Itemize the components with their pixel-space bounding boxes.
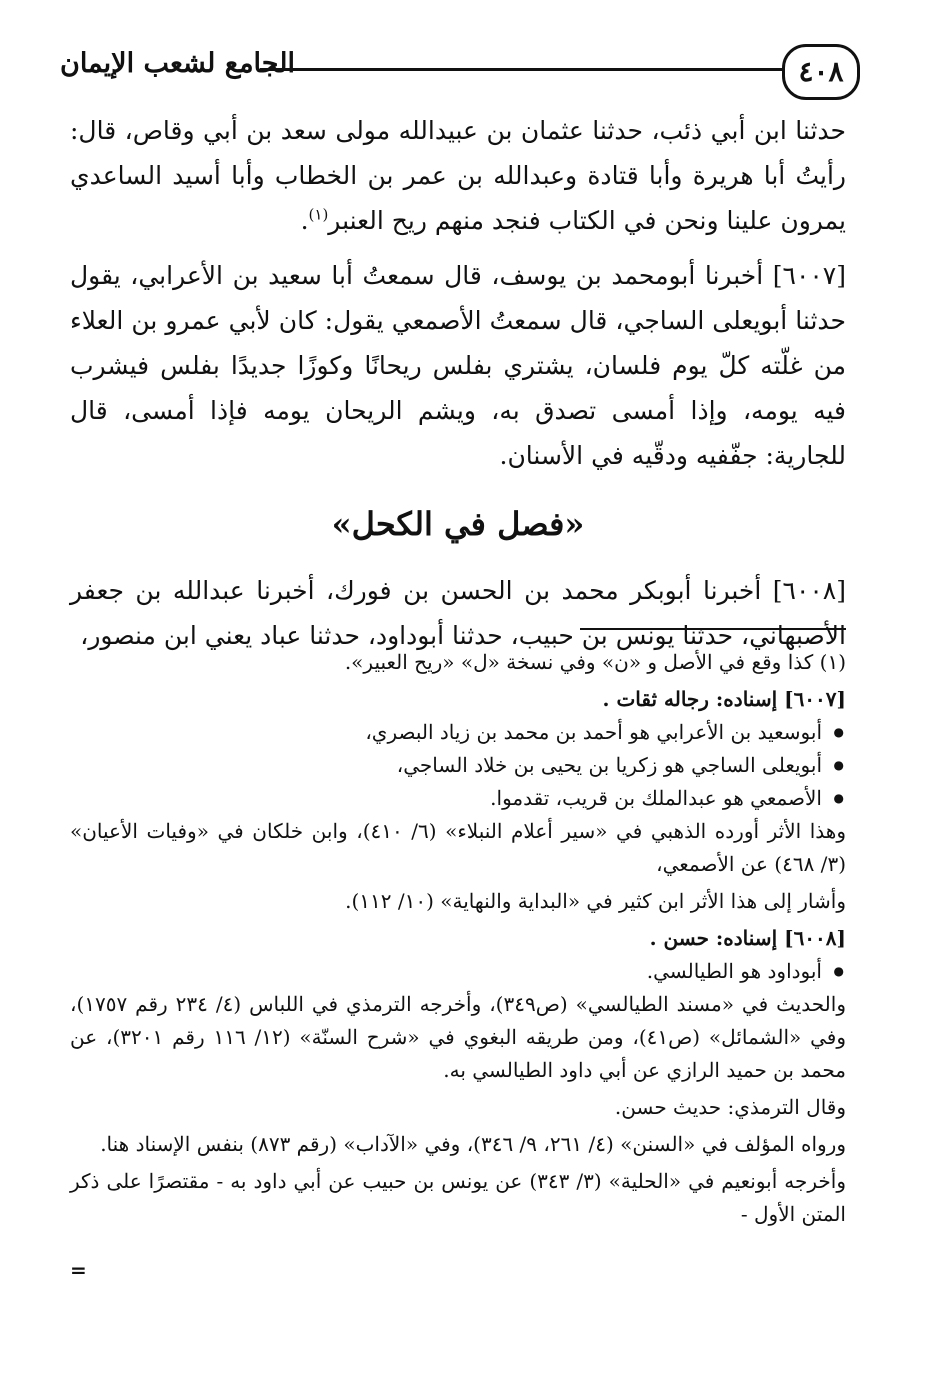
page-header [60,40,860,102]
paragraph-1-end: . [300,206,309,235]
footnote-6008-text-2: وقال الترمذي: حديث حسن. [614,1095,846,1119]
paragraph-1 [70,108,846,243]
footnote-1: (١) كذا وقع في الأصل و «ن» وفي نسخة «ل» «ريح العبير». [344,650,846,674]
footnote-reference-1: (١) [308,205,329,224]
footnotes [70,646,846,1231]
footnote-6008-text-4: وأخرجه أبونعيم في «الحلية» (٣/ ٣٤٣) عن يونس بن حبيب عن أبي داود به - مقتصرًا على ذكر المتن الأول - [70,1169,846,1226]
page-number: ٤٠٨ [782,44,860,100]
footnote-6007-text-2: وأشار إلى هذا الأثر ابن كثير في «البداية والنهاية» (١٠/ ١١٢). [345,889,846,913]
footnote-6007-text-1: وهذا الأثر أورده الذهبي في «سير أعلام النبلاء» (٦/ ٤١٠)، وابن خلكان في «وفيات الأعيان» (٣/ ٤٦٨) عن الأصمعي، [70,819,846,876]
footnote-6007-heading: [٦٠٠٧] إسناده: رجاله ثقات . [602,687,846,711]
continuation-mark: = [70,1258,87,1282]
footnote-6008-bullet-1: ● أبوداود هو الطيالسي. [70,955,846,988]
main-text [70,108,846,668]
footnote-6008-text-3: ورواه المؤلف في «السنن» (٤/ ٢٦١، ٩/ ٣٤٦)، وفي «الآداب» (رقم ٨٧٣) بنفس الإسناد هنا. [100,1132,846,1156]
hadith-6008: [٦٠٠٨] أخبرنا أبوبكر محمد بن الحسن بن فورك، أخبرنا عبدالله بن جعفر الأصبهاني، حدثنا يونس بن حبيب، حدثنا أبوداود، حدثنا عباد يعني ابن منصور، [70,576,846,650]
paragraph-1-text: حدثنا ابن أبي ذئب، حدثنا عثمان بن عبيدالله مولى سعد بن أبي وقاص، قال: رأيتُ أبا هريرة وأبا قتادة وعبدالله بن عمر بن الخطاب وأبا أسيد الساعدي يمرون علينا ونحن في الكتاب فنجد منهم ريح العنبر [70,116,846,235]
footnote-6008-heading: [٦٠٠٨] إسناده: حسن . [649,926,846,950]
footnote-6008-text-1: والحديث في «مسند الطيالسي» (ص٣٤٩)، وأخرجه الترمذي في اللباس (٤/ ٢٣٤ رقم ١٧٥٧)، وفي «الشمائل» (ص٤١)، ومن طريقه البغوي في «شرح السنّة» (١٢/ ١١٦ رقم ٣٢٠١)، عن محمد بن حميد الرازي عن أبي داود الطيالسي به. [70,992,846,1082]
hadith-6007: [٦٠٠٧] أخبرنا أبومحمد بن يوسف، قال سمعتُ أبا سعيد بن الأعرابي، يقول حدثنا أبويعلى الساجي، قال سمعتُ الأصمعي يقول: كان لأبي عمرو بن العلاء من غلّته كلّ يوم فلسان، يشتري بفلس ريحانًا وكوزًا جديدًا بفلس فيشرب فيه يومه، وإذا أمسى تصدق به، ويشم الريحان يومه فإذا أمسى، قال للجارية: جفّفيه ودقّيه في الأسنان. [70,261,846,470]
header-rule [260,68,782,71]
footnote-6007-bullet-1: ● أبوسعيد بن الأعرابي هو أحمد بن محمد بن زياد البصري، [70,716,846,749]
footnote-separator [580,628,846,630]
running-title: الجامع لشعب الإيمان [60,48,295,79]
section-heading: «فصل في الكحل» [331,505,585,543]
footnote-6007-bullet-2: ● أبويعلى الساجي هو زكريا بن يحيى بن خلاد الساجي، [70,749,846,782]
footnote-6007-bullet-3: ● الأصمعي هو عبدالملك بن قريب، تقدموا. [70,782,846,815]
